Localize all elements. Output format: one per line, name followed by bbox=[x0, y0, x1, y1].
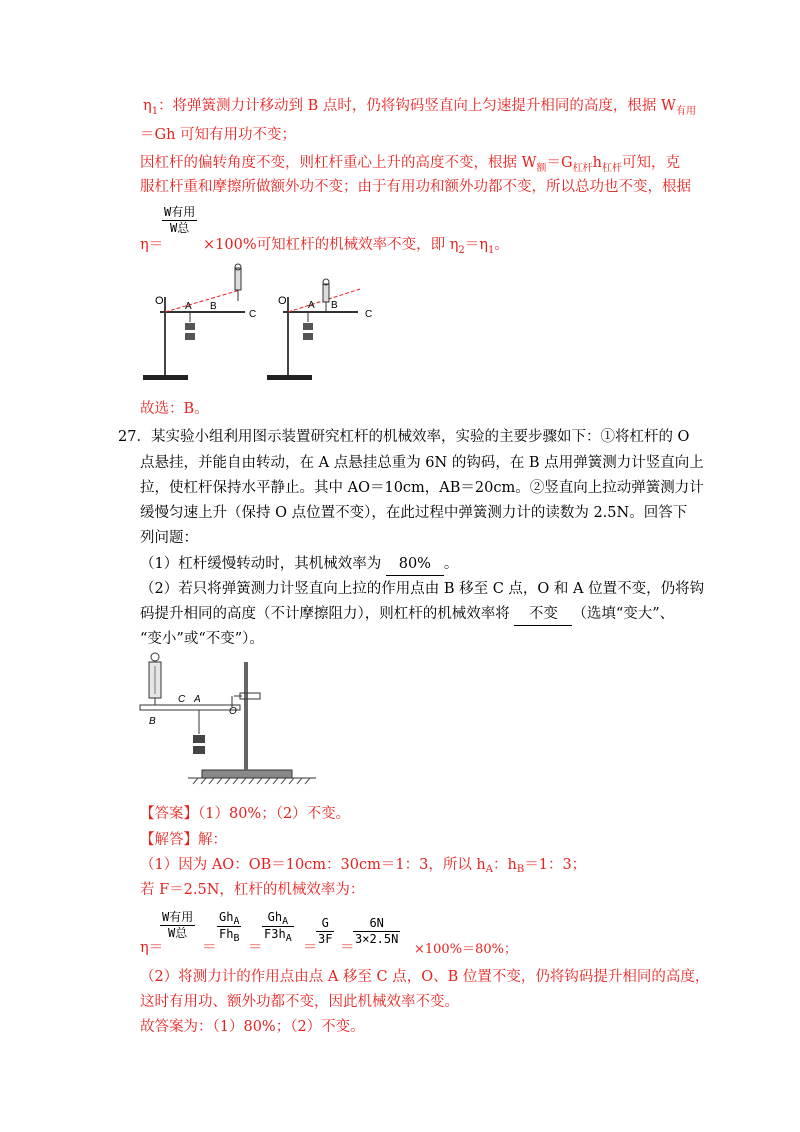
solution-line-1: （1）因为 AO：OB＝10cm：30cm＝1：3，所以 $h_A$：$h_B=1$：3； bbox=[140, 857, 587, 875]
fig1-label-b-left: B bbox=[210, 301, 217, 312]
answer-tag: 【答案】 bbox=[140, 806, 198, 822]
analysis-line-3: 因杠杆的偏转角度不变，则杠杆重心上升的高度不变，根据 $W_额=G_{杠杆}h_{杠杆}$可知，克 bbox=[140, 155, 680, 174]
fig1-label-a-left: A bbox=[185, 301, 192, 312]
question-27-line-1: 27．某实验小组利用图示装置研究杠杆的机械效率，实验的主要步骤如下：①将杠杆的 O bbox=[118, 429, 690, 445]
lever-setup-left bbox=[143, 264, 245, 380]
question-27-line-2: 点悬挂，并能自由转动，在 A 点悬挂总重为 6N 的钩码，在 B 点用弹簧测力计竖直向上 bbox=[140, 455, 704, 471]
analysis-eta-suffix: ×100%可知杠杆的机械效率不变，即 $\eta_2=\eta_1$。 bbox=[203, 237, 509, 256]
analysis-line-1: $\eta_1$：将弹簧测力计移动到 B 点时，仍将钩码竖直向上匀速提升相同的高度，根据 $W_{有用}$ bbox=[143, 98, 696, 117]
analysis-line-2: ＝Gh 可知有用功不变； bbox=[140, 127, 297, 143]
answer-line: 【答案】（1）80%；（2）不变。 bbox=[140, 806, 351, 822]
analysis-eta-line: η＝ bbox=[140, 237, 164, 253]
efficiency-fraction: $\frac{\text{W有用}}{\text{W总}}$ bbox=[164, 205, 196, 235]
solution-line-2: 若 F＝2.5N，杠杆的机械效率为： bbox=[140, 882, 365, 898]
solution-header: 【解答】解： bbox=[140, 832, 227, 848]
question-27-part-1: （1）杠杆缓慢转动时，其机械效率为 80% 。 bbox=[140, 553, 458, 576]
question-27-line-3: 拉，使杠杆保持水平静止。其中 AO＝10cm，AB＝20cm。②竖直向上拉动弹簧测力计 bbox=[140, 480, 704, 496]
answer-blank-1: 80% bbox=[386, 553, 444, 576]
question-27-part-2-line-3: “变小”或“不变”）。 bbox=[140, 631, 264, 647]
question-27-line-5: 列问题： bbox=[140, 530, 198, 546]
fig2-label-c: C bbox=[178, 694, 186, 705]
question-27-part-2-line-2: 码提升相同的高度（不计摩擦阻力），则杠杆的机械效率将 不变 （选填“变大”、 bbox=[140, 603, 674, 626]
question-27-part-2-line-1: （2）若只将弹簧测力计竖直向上拉的作用点由 B 移至 C 点，O 和 A 位置不变，仍将钩 bbox=[140, 581, 705, 597]
analysis-line-4: 服杠杆重和摩擦所做额外功不变；由于有用功和额外功都不变，所以总功也不变，根据 bbox=[140, 179, 691, 195]
fig1-label-c-right: C bbox=[365, 309, 373, 320]
fig2-label-o: O bbox=[229, 706, 237, 717]
fig1-label-c-left: C bbox=[249, 309, 257, 320]
fig1-label-a-right: A bbox=[308, 300, 315, 311]
question-number: 27． bbox=[118, 429, 151, 445]
answer-blank-2: 不变 bbox=[514, 603, 572, 626]
solution-line-3: （2）将测力计的作用点由点 A 移至 C 点，O、B 位置不变，仍将钩码提升相同的高度， bbox=[140, 969, 710, 985]
solution-tag: 【解答】 bbox=[140, 832, 198, 848]
solution-line-4: 这时有用功、额外功都不变，因此机械效率不变。 bbox=[140, 994, 459, 1010]
fig1-label-o-right: O bbox=[278, 295, 287, 307]
fig2-label-a: A bbox=[194, 694, 201, 705]
lever-figure-1 bbox=[138, 262, 398, 390]
question-27-line-4: 缓慢匀速上升（保持 O 点位置不变），在此过程中弹簧测力计的读数为 2.5N。回答下 bbox=[140, 505, 688, 521]
fig1-label-b-right: B bbox=[331, 300, 338, 311]
analysis-conclusion: 故选：B。 bbox=[140, 401, 209, 417]
lever-figure-2 bbox=[138, 650, 318, 790]
solution-final: 故答案为：（1）80%；（2）不变。 bbox=[140, 1019, 365, 1035]
fig2-label-b: B bbox=[149, 716, 156, 727]
fig1-label-o-left: O bbox=[155, 295, 164, 307]
